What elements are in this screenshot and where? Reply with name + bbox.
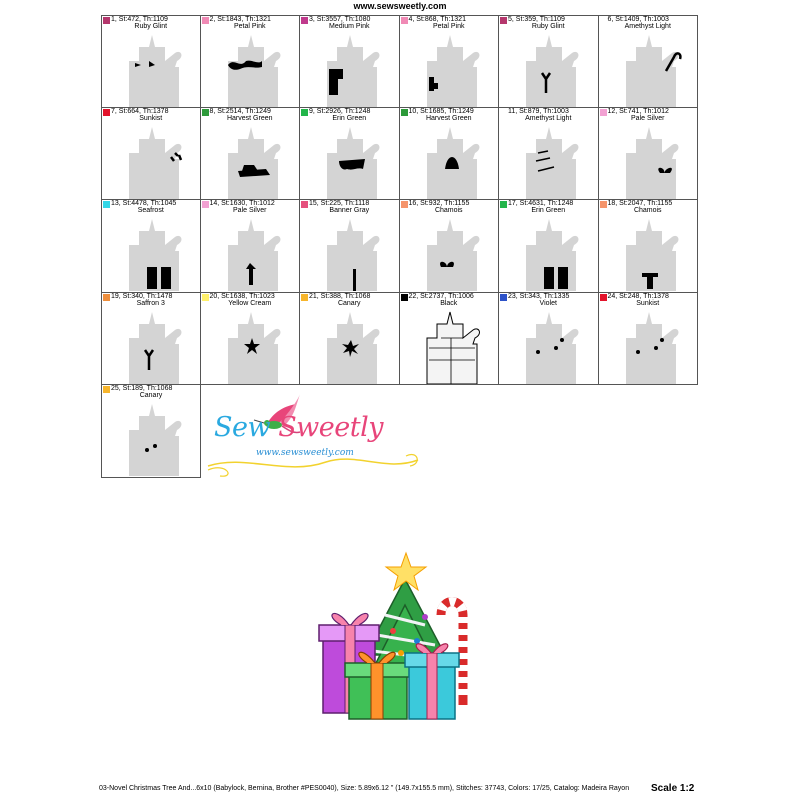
color-chart-cell xyxy=(101,15,201,108)
color-silhouette-image xyxy=(616,31,682,107)
color-silhouette-image xyxy=(317,308,383,384)
thread-color-name: Yellow Cream xyxy=(228,299,272,307)
color-chart-cell xyxy=(300,108,400,201)
color-chart-cell xyxy=(201,108,301,201)
color-stitch-info: 18, St:2047, Th:1155 xyxy=(607,200,673,207)
thread-color-name: Amethyst Light xyxy=(525,114,572,122)
thread-color-name: Violet xyxy=(539,299,557,307)
color-chart-cell xyxy=(201,293,301,386)
color-chart-cell xyxy=(300,293,400,386)
design-preview xyxy=(305,545,475,725)
thread-color-name: Black xyxy=(440,299,458,307)
color-chart-cell xyxy=(499,108,599,201)
thread-color-name: Saffron 3 xyxy=(136,299,165,307)
color-stitch-info: 16, St:932, Th:1155 xyxy=(408,200,470,207)
color-silhouette-image xyxy=(119,308,185,384)
color-stitch-info: 14, St:1630, Th:1012 xyxy=(209,200,275,207)
color-silhouette-image xyxy=(119,31,185,107)
color-silhouette-image xyxy=(218,215,284,291)
thread-color-name: Sunkist xyxy=(139,114,163,122)
color-chart-cell xyxy=(499,15,599,108)
thread-color-name: Canary xyxy=(139,392,163,399)
thread-color-name: Seafrost xyxy=(137,207,164,214)
thread-color-name: Pale Silver xyxy=(631,114,665,122)
color-stitch-info: 13, St:4478, Th:1045 xyxy=(111,200,177,207)
color-stitch-info: 20, St:1638, Th:1023 xyxy=(209,292,275,300)
color-stitch-info: 19, St:340, Th:1478 xyxy=(111,292,173,300)
site-url[interactable]: www.sewsweetly.com xyxy=(353,1,447,11)
scale-label: Scale 1:2 xyxy=(651,783,695,794)
color-stitch-info: 9, St:2926, Th:1248 xyxy=(309,107,371,115)
color-chart-cell xyxy=(400,200,500,293)
color-silhouette-image xyxy=(417,308,483,384)
color-stitch-info: 12, St:741, Th:1012 xyxy=(607,107,669,115)
thread-color-name: Chamois xyxy=(633,207,662,214)
color-chart-cell xyxy=(499,293,599,386)
thread-color-name: Medium Pink xyxy=(329,23,370,30)
thread-color-name: Erin Green xyxy=(332,114,367,122)
color-chart-cell xyxy=(400,108,500,201)
color-stitch-info: 5, St:359, Th:1109 xyxy=(508,16,565,23)
color-silhouette-image xyxy=(417,123,483,199)
color-chart-cell xyxy=(300,15,400,108)
color-stitch-info: 24, St:248, Th:1378 xyxy=(607,292,669,300)
color-stitch-info: 6, St:1409, Th:1003 xyxy=(607,16,669,23)
color-stitch-info: 1, St:472, Th:1109 xyxy=(111,16,168,23)
color-silhouette-image xyxy=(218,308,284,384)
logo-word-sew: Sew xyxy=(214,412,271,443)
color-stitch-info: 7, St:664, Th:1378 xyxy=(111,107,169,115)
color-stitch-info: 21, St:388, Th:1068 xyxy=(309,292,371,300)
color-chart-cell xyxy=(101,200,201,293)
thread-color-name: Chamois xyxy=(434,207,463,214)
color-stitch-info: 25, St:189, Th:1068 xyxy=(111,385,173,392)
color-stitch-info: 8, St:2514, Th:1249 xyxy=(209,107,271,115)
color-chart-cell xyxy=(101,108,201,201)
color-chart-cell xyxy=(400,15,500,108)
color-silhouette-image xyxy=(218,31,284,107)
color-silhouette-image xyxy=(218,123,284,199)
color-chart-cell xyxy=(599,108,699,201)
color-stitch-info: 15, St:225, Th:1118 xyxy=(309,200,370,207)
color-silhouette-image xyxy=(317,215,383,291)
color-chart-cell xyxy=(201,15,301,108)
color-stitch-info: 4, St:868, Th:1321 xyxy=(408,16,466,23)
color-stitch-info: 3, St:3557, Th:1080 xyxy=(309,16,371,23)
color-silhouette-image xyxy=(516,215,582,291)
color-silhouette-image xyxy=(119,123,185,199)
color-chart-cell xyxy=(101,385,201,478)
color-silhouette-image xyxy=(317,31,383,107)
color-silhouette-image xyxy=(516,123,582,199)
thread-color-name: Ruby Glint xyxy=(531,23,565,30)
color-stitch-info: 22, St:2737, Th:1006 xyxy=(408,292,474,300)
color-chart-cell xyxy=(599,15,699,108)
logo-url[interactable]: www.sewsweetly.com xyxy=(256,448,354,458)
thread-color-name: Canary xyxy=(337,299,361,307)
color-silhouette-image xyxy=(317,123,383,199)
thread-color-name: Harvest Green xyxy=(425,114,472,122)
color-stitch-info: 10, St:1685, Th:1249 xyxy=(408,107,474,115)
thread-color-name: Pale Silver xyxy=(233,207,267,214)
color-stitch-info: 11, St:879, Th:1003 xyxy=(508,107,569,115)
color-chart-cell xyxy=(201,200,301,293)
color-silhouette-image xyxy=(417,31,483,107)
color-silhouette-image xyxy=(616,215,682,291)
color-stitch-info: 2, St:1843, Th:1321 xyxy=(209,16,271,23)
color-silhouette-image xyxy=(417,215,483,291)
color-silhouette-image xyxy=(616,308,682,384)
color-chart-cell xyxy=(499,200,599,293)
color-chart-grid xyxy=(101,15,698,385)
color-chart-cell xyxy=(599,200,699,293)
color-silhouette-image xyxy=(119,400,185,476)
logo-wordmark xyxy=(214,412,383,443)
color-stitch-info: 23, St:343, Th:1335 xyxy=(508,292,570,300)
thread-color-name: Amethyst Light xyxy=(624,23,671,30)
thread-color-name: Petal Pink xyxy=(233,23,266,30)
color-chart-cell xyxy=(300,200,400,293)
color-silhouette-image xyxy=(616,123,682,199)
thread-color-name: Sunkist xyxy=(636,299,660,307)
thread-color-name: Banner Gray xyxy=(329,207,370,214)
thread-color-name: Ruby Glint xyxy=(134,23,168,30)
color-silhouette-image xyxy=(119,215,185,291)
color-silhouette-image xyxy=(516,31,582,107)
thread-color-name: Petal Pink xyxy=(432,23,465,30)
color-stitch-info: 17, St:4631, Th:1248 xyxy=(508,200,574,207)
color-chart-cell xyxy=(599,293,699,386)
color-silhouette-image xyxy=(516,308,582,384)
color-chart-cell xyxy=(400,293,500,386)
logo-word-sweetly: Sweetly xyxy=(278,412,383,443)
design-footer-info: 03-Novel Christmas Tree And...6x10 (Babylock, Bernina, Brother #PES0040), Size: 5.89x6.12 " (149.7x155.5 mm), Stitches: 37743, Colors: 17/25, Catalog: Madeira Rayon xyxy=(99,785,630,792)
color-chart-cell xyxy=(101,293,201,386)
thread-color-name: Harvest Green xyxy=(226,114,273,122)
sew-sweetly-logo xyxy=(206,392,426,478)
thread-color-name: Erin Green xyxy=(531,207,566,214)
